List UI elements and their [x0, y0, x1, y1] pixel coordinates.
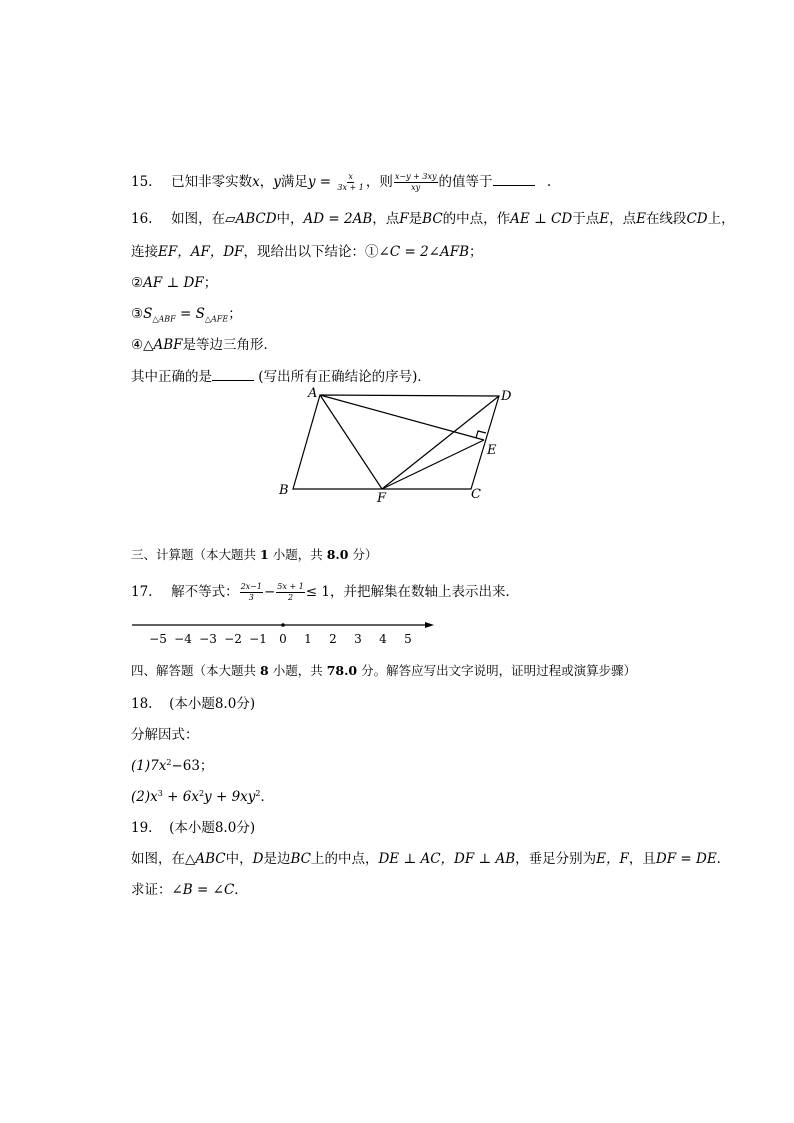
parallelogram-figure	[270, 380, 530, 510]
section-3-heading: 三、计算题（本大题共 1 小题，共 8.0 分）	[131, 547, 378, 562]
tick-label: −2	[224, 632, 242, 646]
question-16-line-1: 16. 如图，在▱ABCD中，AD = 2AB，点F是BC的中点，作AE ⊥ CD于点E，点E在线段CD上，	[131, 211, 735, 227]
number-line	[125, 615, 445, 647]
origin-point	[281, 623, 285, 627]
fraction: $\frac{5x + 1}{2}$	[277, 582, 304, 602]
conclusion-4: ④△ABF是等边三角形．	[131, 337, 278, 353]
segment-fe	[382, 440, 484, 489]
tick-label: −5	[149, 632, 167, 646]
question-16-line-2: 连接EF，AF，DF，现给出以下结论：①∠C = 2∠AFB；	[131, 244, 483, 260]
label-c: C	[471, 487, 481, 502]
right-angle-mark	[476, 431, 486, 438]
label-f: F	[377, 491, 387, 506]
question-15: 15. 已知非零实数x，y满足y = $\frac{x}{3x + 1}$ ，则 $\frac{x-y + 3xy}{xy}$ 的值等于 .	[131, 172, 552, 192]
question-number: 19.	[131, 820, 153, 836]
tick-label: 1	[304, 632, 312, 646]
question-number: 16.	[131, 211, 153, 227]
question-18-header: 18. (本小题8.0分)	[131, 696, 256, 712]
tick-label: 3	[354, 632, 362, 646]
question-19-line-2: 求证：∠B = ∠C．	[131, 882, 248, 898]
question-number: 17.	[131, 584, 153, 600]
question-19-line-1: 如图，在△ABC中，D是边BC上的中点，DE ⊥ AC，DF ⊥ AB，垂足分别为E，F，且DF = DE．	[131, 851, 731, 867]
section-4-heading: 四、解答题（本大题共 8 小题，共 78.0 分。解答应写出文字说明，证明过程或演算步骤）	[131, 663, 637, 678]
answer-blank[interactable]	[493, 173, 535, 186]
question-number: 18.	[131, 696, 153, 712]
label-a: A	[308, 386, 318, 401]
question-16-answer: 其中正确的是 (写出所有正确结论的序号)．	[131, 369, 431, 385]
label-e: E	[487, 443, 497, 458]
tick-label: 5	[404, 632, 412, 646]
conclusion-2: ②AF ⊥ DF；	[131, 275, 218, 291]
question-18-prompt: 分解因式：	[131, 727, 199, 743]
parallelogram-abcd	[293, 395, 499, 489]
fraction: $\frac{x}{3x + 1}$	[337, 172, 364, 192]
tick-label: 2	[329, 632, 337, 646]
question-number: 15.	[131, 174, 153, 190]
tick-label: −3	[199, 632, 217, 646]
conclusion-3: $③S_{\triangle ABF} = S_{\triangle AFE}$；	[131, 306, 242, 324]
tick-label: −1	[249, 632, 267, 646]
label-d: D	[501, 389, 512, 404]
segment-fd	[382, 396, 499, 489]
tick-label: 4	[379, 632, 387, 646]
arrow-head-icon	[425, 622, 434, 628]
answer-blank[interactable]	[212, 368, 254, 381]
question-19-header: 19. (本小题8.0分)	[131, 820, 256, 836]
tick-label: 0	[279, 632, 287, 646]
tick-label: −4	[174, 632, 192, 646]
fraction: $\frac{2x-1}{3}$	[240, 582, 262, 602]
question-17: 17. 解不等式： $\frac{2x-1}{3}$ − $\frac{5x + 1}{2}$ ≤ 1，并把解集在数轴上表示出来．	[131, 582, 519, 602]
label-b: B	[279, 483, 289, 498]
question-18-part-1: $(1)7x^2-63$；	[131, 758, 214, 774]
fraction: $\frac{x-y + 3xy}{xy}$	[394, 172, 437, 192]
question-18-part-2: $(2)x^3 + 6x^2y + 9xy^2$．	[131, 789, 274, 805]
